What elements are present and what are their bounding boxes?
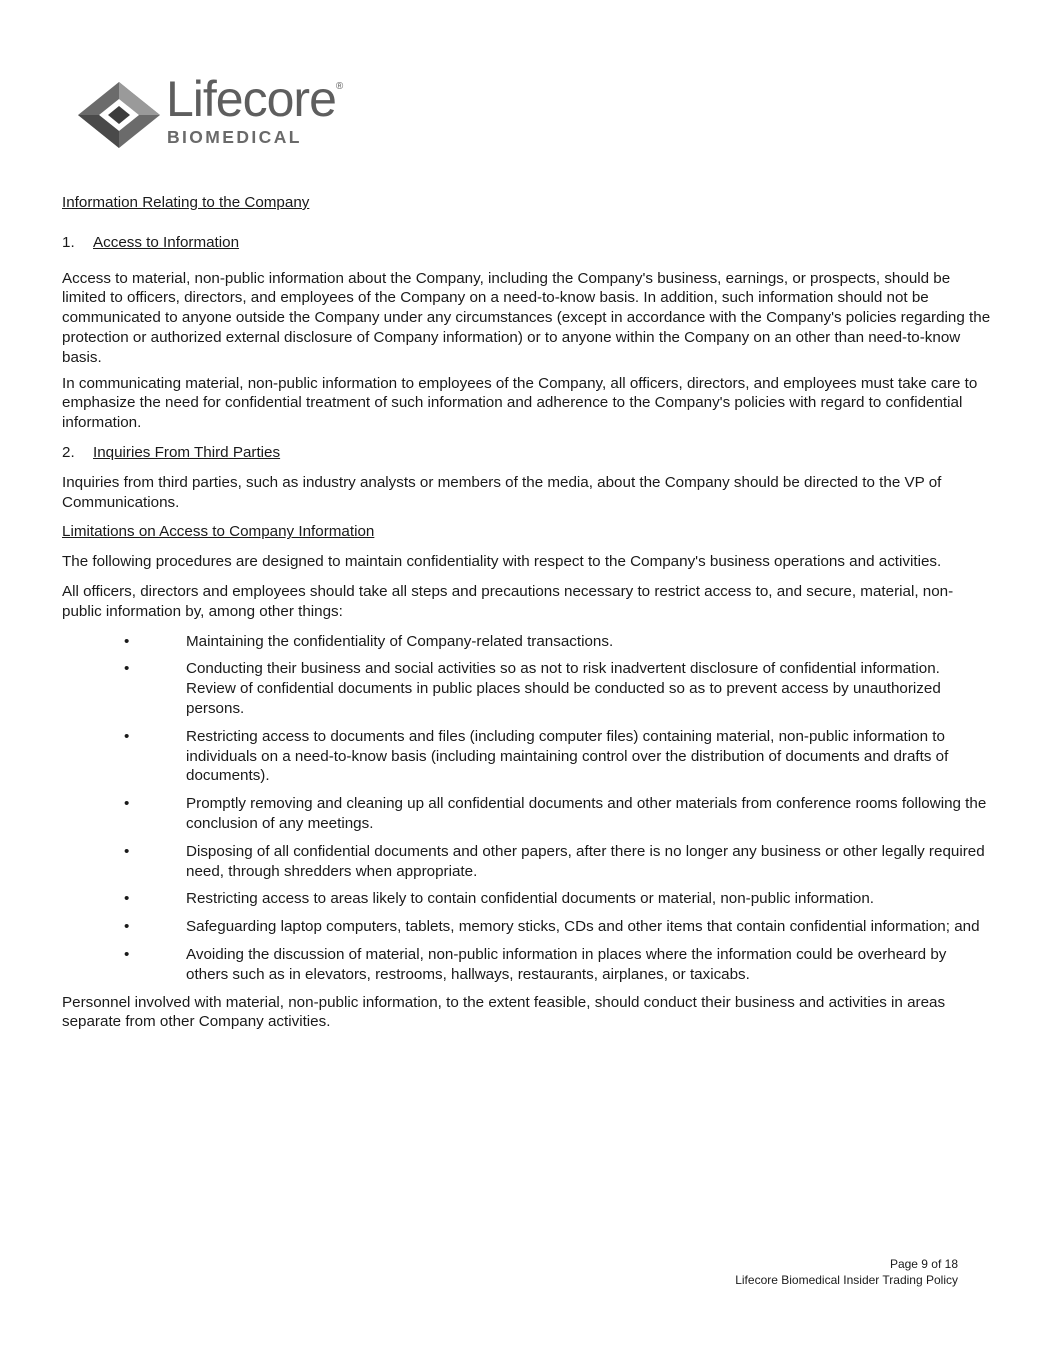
list-item: • Maintaining the confidentiality of Company-related transactions. xyxy=(62,632,992,652)
diamond-logo-icon xyxy=(74,78,164,152)
paragraph: In communicating material, non-public information to employees of the Company, all officers, directors, and employees must take care to emphasize the need for confidential treatment of such information and adherence to the Company's policies with regard to confidential information. xyxy=(62,374,978,432)
procedures-list xyxy=(62,632,992,985)
list-item: • Conducting their business and social activities so as not to risk inadvertent disclosure of confidential information. Review of confidential documents in public places should be conducted so as to prevent access by unauthorized persons. xyxy=(62,659,992,718)
list-item: • Restricting access to areas likely to contain confidential documents or material, non-public information. xyxy=(62,889,992,909)
list-item: • Safeguarding laptop computers, tablets, memory sticks, CDs and other items that contain confidential information; and xyxy=(62,917,992,937)
paragraph: All officers, directors and employees should take all steps and precautions necessary to restrict access to, and secure, material, non-public information by, among other things: xyxy=(62,582,954,620)
paragraph: The following procedures are designed to maintain confidentiality with respect to the Company's business operations and activities. xyxy=(62,553,942,571)
section-heading: Information Relating to the Company xyxy=(62,194,310,211)
section-heading-limitations: Limitations on Access to Company Information xyxy=(62,523,375,541)
list-item: • Promptly removing and cleaning up all confidential documents and other materials from conference rooms following the conclusion of any meetings. xyxy=(62,794,992,834)
document-title: Lifecore Biomedical Insider Trading Policy xyxy=(735,1273,958,1287)
page-footer xyxy=(735,1256,958,1288)
company-logo xyxy=(74,71,364,152)
list-item: • Avoiding the discussion of material, non-public information in places where the information could be overheard by others such as in elevators, restrooms, hallways, restaurants, airplanes, or taxicabs. xyxy=(62,945,992,985)
document-body xyxy=(62,193,992,1032)
list-item: • Restricting access to documents and files (including computer files) containing material, non-public information to individuals on a need-to-know basis (including maintaining control over the distribution of documents and drafts of documents). xyxy=(62,727,992,786)
subsection-heading-access: 1. Access to Information xyxy=(62,233,240,251)
paragraph: Inquiries from third parties, such as industry analysts or members of the media, about the Company should be directed to the VP of Communications. xyxy=(62,473,942,511)
list-item: • Disposing of all confidential documents and other papers, after there is no longer any business or other legally required need, through shredders when appropriate. xyxy=(62,842,992,882)
page-number: Page 9 of 18 xyxy=(889,1257,958,1271)
logo-subtitle: BIOMEDICAL xyxy=(167,127,302,147)
subsection-heading-inquiries: 2. Inquiries From Third Parties xyxy=(62,443,281,461)
logo-wordmark: Lifecore® xyxy=(166,71,344,127)
paragraph: Access to material, non-public information about the Company, including the Company's business, earnings, or prospects, should be limited to officers, directors, and employees of the Company on a need-to-know basis. In addition, such information should not be communicated to anyone outside the Company under any circumstances (except in accordance with the Company's policies regarding the protection or authorized external disclosure of Company information) or to anyone within the Company on an other than need-to-know basis. xyxy=(62,269,991,366)
paragraph: Personnel involved with material, non-public information, to the extent feasible, should conduct their business and activities in areas separate from other Company activities. xyxy=(62,993,946,1031)
